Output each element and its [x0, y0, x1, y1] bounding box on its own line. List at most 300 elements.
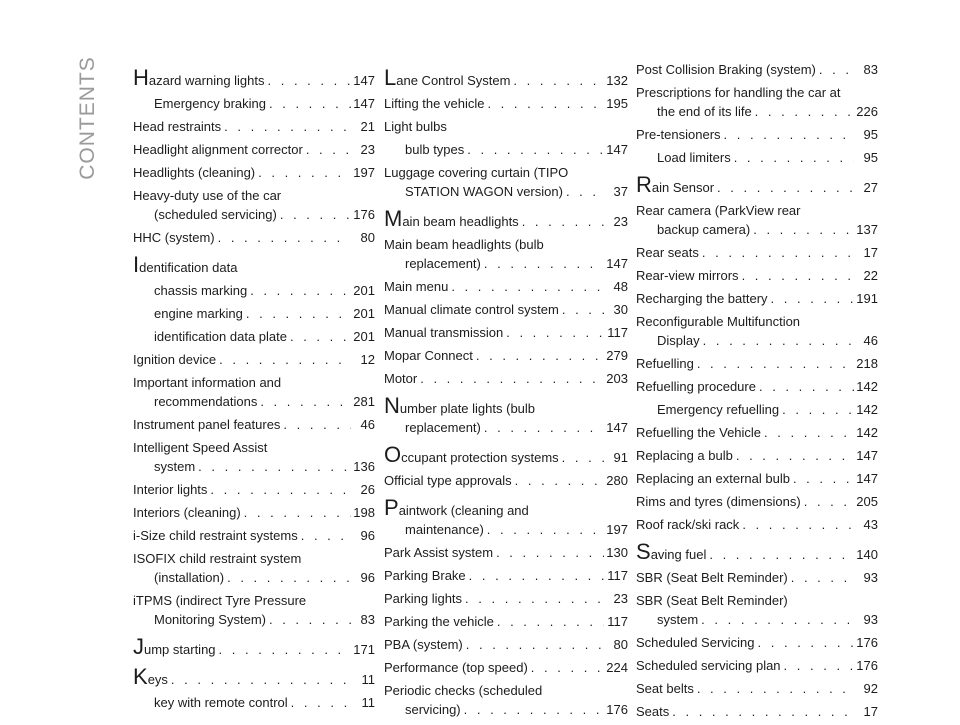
page-number[interactable]: 147	[606, 420, 628, 435]
leader-dots	[566, 182, 604, 201]
entry-text-rest: ane Control System	[396, 73, 511, 88]
page-number[interactable]: 280	[606, 473, 628, 488]
leader-dots	[531, 658, 604, 677]
page-number[interactable]: 93	[863, 612, 878, 627]
page-number[interactable]: 197	[353, 165, 375, 180]
index-entry[interactable]	[636, 568, 878, 587]
index-entry[interactable]	[384, 442, 628, 467]
index-entry[interactable]	[384, 589, 628, 608]
index-entry[interactable]	[636, 312, 878, 350]
index-entry[interactable]	[133, 591, 375, 629]
page-number[interactable]: 83	[360, 612, 375, 627]
page-number[interactable]: 136	[353, 459, 375, 474]
entry-text: Instrument panel features	[133, 417, 281, 432]
index-entry[interactable]	[133, 163, 375, 182]
index-entry[interactable]	[133, 415, 375, 434]
page-number[interactable]: 92	[863, 681, 878, 696]
index-entry[interactable]	[133, 373, 375, 411]
page-number[interactable]: 197	[606, 522, 628, 537]
entry-text: Official type approvals	[384, 473, 512, 488]
entry-text-rest: aving fuel	[650, 547, 707, 562]
index-entry[interactable]	[384, 393, 628, 437]
index-entry[interactable]	[636, 377, 878, 396]
index-entry[interactable]	[133, 228, 375, 247]
page-number[interactable]: 205	[856, 494, 878, 509]
page-number[interactable]: 26	[360, 482, 375, 497]
section-initial: H	[133, 65, 149, 90]
entry-text: Reconfigurable Multifunction	[636, 314, 801, 329]
index-entry[interactable]	[636, 243, 878, 262]
entry-text: Load limiters	[657, 150, 731, 165]
page-number[interactable]: 11	[361, 672, 375, 687]
entry-text: engine marking	[154, 306, 243, 321]
page-number[interactable]: 176	[856, 658, 878, 673]
entry-text: Rear camera (ParkView rear	[636, 203, 801, 218]
page-number[interactable]: 23	[613, 214, 628, 229]
page-number[interactable]: 95	[863, 150, 878, 165]
leader-dots	[764, 423, 854, 442]
entry-text: Interior lights	[133, 482, 208, 497]
leader-dots	[487, 520, 604, 539]
index-entry[interactable]	[133, 117, 375, 136]
index-column-2	[384, 60, 628, 723]
page-number[interactable]: 17	[863, 704, 878, 719]
leader-dots	[742, 266, 854, 285]
index-entry[interactable]	[133, 438, 375, 476]
index-entry[interactable]	[384, 163, 628, 201]
entry-text: backup camera)	[657, 222, 751, 237]
entry-text: Emergency refuelling	[657, 402, 780, 417]
index-entry[interactable]	[133, 480, 375, 499]
leader-dots	[466, 635, 604, 654]
entry-text: Main beam headlights (bulb	[384, 237, 544, 252]
index-entry[interactable]	[384, 369, 628, 388]
entry-text: Recharging the battery	[636, 291, 768, 306]
page-number[interactable]: 226	[856, 104, 878, 119]
entry-text: Parking Brake	[384, 568, 466, 583]
page-number[interactable]: 96	[360, 570, 375, 585]
leader-dots	[562, 448, 604, 467]
page-number[interactable]: 95	[863, 127, 878, 142]
page-number[interactable]: 27	[863, 180, 878, 195]
leader-dots	[513, 71, 604, 90]
page-number[interactable]: 224	[606, 660, 628, 675]
index-entry[interactable]	[133, 140, 375, 159]
leader-dots	[791, 568, 854, 587]
entry-text: Headlights (cleaning)	[133, 165, 256, 180]
entry-text: Roof rack/ski rack	[636, 517, 740, 532]
entry-text: Intelligent Speed Assist	[133, 440, 268, 455]
index-entry[interactable]	[133, 252, 375, 277]
section-initial: L	[384, 65, 397, 90]
entry-text: Refuelling procedure	[636, 379, 756, 394]
page-number[interactable]: 132	[606, 73, 628, 88]
index-entry[interactable]	[133, 327, 375, 346]
index-entry[interactable]	[636, 148, 878, 167]
index-entry[interactable]	[636, 172, 878, 197]
index-entry[interactable]	[636, 289, 878, 308]
leader-dots	[522, 212, 604, 231]
index-entry[interactable]	[636, 423, 878, 442]
page-number[interactable]: 11	[361, 695, 375, 710]
leader-dots	[758, 633, 854, 652]
entry-text: maintenance)	[405, 522, 484, 537]
index-entry[interactable]	[636, 354, 878, 373]
index-entry[interactable]	[384, 543, 628, 562]
section-initial: M	[384, 206, 403, 231]
leader-dots	[290, 327, 351, 346]
page-number[interactable]: 46	[863, 333, 878, 348]
index-entry[interactable]	[636, 591, 878, 629]
page-number[interactable]: 147	[856, 448, 878, 463]
index-entry[interactable]	[384, 471, 628, 490]
entry-text-rest: ump starting	[144, 642, 216, 657]
page-number[interactable]: 201	[353, 283, 375, 298]
entry-text	[133, 252, 238, 277]
entry-text: Main menu	[384, 279, 449, 294]
entry-text: Ignition device	[133, 352, 217, 367]
entry-text: Manual climate control system	[384, 302, 559, 317]
page-number[interactable]: 30	[613, 302, 628, 317]
index-entry[interactable]	[133, 304, 375, 323]
index-entry[interactable]	[384, 300, 628, 319]
page-number[interactable]: 140	[856, 547, 878, 562]
entry-text: key with remote control	[154, 695, 288, 710]
leader-dots	[269, 94, 351, 113]
index-entry[interactable]	[636, 656, 878, 675]
index-entry[interactable]	[636, 201, 878, 239]
index-entry[interactable]	[384, 65, 628, 90]
entry-text: Seat belts	[636, 681, 694, 696]
leader-dots	[219, 350, 351, 369]
index-entry[interactable]	[636, 266, 878, 285]
entry-text: recommendations	[154, 394, 258, 409]
index-entry[interactable]	[133, 65, 375, 90]
entry-text	[636, 539, 707, 564]
entry-text: Lifting the vehicle	[384, 96, 485, 111]
leader-dots	[280, 205, 351, 224]
index-entry[interactable]	[636, 515, 878, 534]
leader-dots	[496, 543, 604, 562]
entry-text: Seats	[636, 704, 670, 719]
page-number[interactable]: 91	[613, 450, 628, 465]
page-number[interactable]: 147	[353, 96, 375, 111]
index-entry[interactable]	[133, 281, 375, 300]
leader-dots	[210, 480, 351, 499]
page-number[interactable]: 195	[606, 96, 628, 111]
page-number[interactable]: 147	[606, 142, 628, 157]
entry-text: Post Collision Braking (system)	[636, 62, 816, 77]
leader-dots	[487, 94, 604, 113]
leader-dots	[724, 125, 854, 144]
contents-heading: CONTENTS	[76, 56, 99, 180]
leader-dots	[484, 418, 604, 437]
page-number[interactable]: 21	[360, 119, 375, 134]
index-entry[interactable]	[384, 140, 628, 159]
page-number[interactable]: 130	[606, 545, 628, 560]
leader-dots	[244, 503, 351, 522]
leader-dots	[759, 377, 854, 396]
page-number[interactable]: 147	[606, 256, 628, 271]
entry-text	[384, 65, 511, 90]
leader-dots	[219, 640, 351, 659]
page-number[interactable]: 22	[863, 268, 878, 283]
entry-text: system	[154, 459, 196, 474]
section-initial: O	[384, 442, 402, 467]
entry-text: Heavy-duty use of the car	[133, 188, 282, 203]
entry-text-rest: ccupant protection systems	[401, 450, 559, 465]
leader-dots	[467, 140, 604, 159]
section-initial: K	[133, 664, 148, 689]
index-entry[interactable]	[133, 186, 375, 224]
page-number[interactable]: 96	[360, 528, 375, 543]
leader-dots	[793, 469, 854, 488]
index-entry[interactable]	[133, 94, 375, 113]
entry-text: bulb types	[405, 142, 465, 157]
index-entry[interactable]	[384, 612, 628, 631]
page-number[interactable]: 43	[863, 517, 878, 532]
leader-dots	[506, 323, 604, 342]
page-number[interactable]: 147	[856, 471, 878, 486]
page-number[interactable]: 201	[353, 306, 375, 321]
page-number[interactable]: 191	[856, 291, 878, 306]
page-number[interactable]: 83	[863, 62, 878, 77]
entry-text: i-Size child restraint systems	[133, 528, 298, 543]
index-entry[interactable]	[636, 469, 878, 488]
section-initial: J	[133, 634, 144, 659]
index-entry[interactable]	[133, 664, 375, 689]
entry-text: Park Assist system	[384, 545, 494, 560]
entry-text: Emergency braking	[154, 96, 266, 111]
entry-text	[384, 393, 536, 418]
leader-dots	[784, 656, 854, 675]
page-number[interactable]: 23	[613, 591, 628, 606]
index-entry[interactable]	[636, 60, 878, 79]
index-entry[interactable]	[384, 346, 628, 365]
page-number[interactable]: 142	[856, 425, 878, 440]
entry-text: the end of its life	[657, 104, 752, 119]
page-number[interactable]: 93	[863, 570, 878, 585]
page-number[interactable]: 279	[606, 348, 628, 363]
section-initial: R	[636, 172, 652, 197]
index-entry[interactable]	[133, 350, 375, 369]
page-number[interactable]: 37	[613, 184, 628, 199]
index-entry[interactable]	[384, 323, 628, 342]
page-number[interactable]: 176	[606, 702, 628, 717]
page-number[interactable]: 203	[606, 371, 628, 386]
leader-dots	[269, 610, 351, 629]
index-entry[interactable]	[636, 83, 878, 121]
index-column-1	[133, 60, 375, 716]
page-number[interactable]: 142	[856, 402, 878, 417]
entry-text: identification data plate	[154, 329, 287, 344]
entry-text: Important information and	[133, 375, 282, 390]
page-number[interactable]: 281	[353, 394, 375, 409]
leader-dots	[484, 254, 604, 273]
leader-dots	[804, 492, 854, 511]
entry-text: Rear-view mirrors	[636, 268, 739, 283]
page-number[interactable]: 218	[856, 356, 878, 371]
leader-dots	[703, 331, 854, 350]
index-entry[interactable]	[133, 526, 375, 545]
index-entry[interactable]	[636, 400, 878, 419]
section-initial: S	[636, 539, 651, 564]
entry-text	[384, 495, 529, 520]
leader-dots	[702, 243, 854, 262]
leader-dots	[227, 568, 351, 587]
entry-text: Prescriptions for handling the car at	[636, 85, 841, 100]
entry-text: Mopar Connect	[384, 348, 473, 363]
leader-dots	[420, 369, 604, 388]
entry-text: Interiors (cleaning)	[133, 505, 241, 520]
leader-dots	[250, 281, 351, 300]
page-number[interactable]: 46	[360, 417, 375, 432]
sidebar-contents-label	[68, 58, 108, 178]
index-entry[interactable]	[133, 634, 375, 659]
leader-dots	[291, 693, 351, 712]
entry-text: ISOFIX child restraint system	[133, 551, 302, 566]
page-number[interactable]: 48	[613, 279, 628, 294]
page-number[interactable]: 117	[607, 568, 628, 583]
index-entry[interactable]	[384, 635, 628, 654]
entry-text: Performance (top speed)	[384, 660, 528, 675]
leader-dots	[469, 566, 604, 585]
leader-dots	[709, 545, 854, 564]
entry-text: Display	[657, 333, 700, 348]
index-entry[interactable]	[636, 702, 878, 721]
entry-text-rest: eys	[147, 672, 168, 687]
leader-dots	[218, 228, 351, 247]
entry-text: PBA (system)	[384, 637, 463, 652]
index-entry[interactable]	[133, 503, 375, 522]
index-entry[interactable]	[636, 539, 878, 564]
entry-text-rest: ain Sensor	[651, 180, 715, 195]
page-number[interactable]: 117	[607, 614, 628, 629]
leader-dots	[465, 589, 604, 608]
entry-text: Replacing a bulb	[636, 448, 733, 463]
page-number[interactable]: 80	[360, 230, 375, 245]
entry-text: (installation)	[154, 570, 225, 585]
page-number[interactable]: 17	[863, 245, 878, 260]
index-entry[interactable]	[384, 235, 628, 273]
index-entry[interactable]	[636, 446, 878, 465]
entry-text	[133, 65, 265, 90]
page-number[interactable]: 201	[353, 329, 375, 344]
index-entry[interactable]	[384, 658, 628, 677]
entry-text: replacement)	[405, 420, 481, 435]
index-entry[interactable]	[384, 94, 628, 113]
entry-text: Periodic checks (scheduled	[384, 683, 543, 698]
leader-dots	[753, 220, 854, 239]
leader-dots	[260, 392, 351, 411]
index-entry[interactable]	[384, 495, 628, 539]
leader-dots	[819, 60, 854, 79]
leader-dots	[171, 670, 351, 689]
leader-dots	[742, 515, 854, 534]
page-number[interactable]: 171	[353, 642, 375, 657]
entry-text: Replacing an external bulb	[636, 471, 790, 486]
index-entry[interactable]	[384, 206, 628, 231]
leader-dots	[755, 102, 854, 121]
page-number[interactable]: 137	[856, 222, 878, 237]
leader-dots	[451, 277, 604, 296]
entry-text: Rear seats	[636, 245, 699, 260]
entry-text	[133, 664, 168, 689]
entry-text: SBR (Seat Belt Reminder)	[636, 570, 788, 585]
entry-text-rest: umber plate lights (bulb	[399, 401, 536, 416]
leader-dots	[224, 117, 351, 136]
entry-text	[636, 172, 715, 197]
entry-text-rest: aintwork (cleaning and	[398, 503, 529, 518]
entry-text: Parking the vehicle	[384, 614, 494, 629]
index-entry[interactable]	[636, 679, 878, 698]
index-entry[interactable]	[384, 277, 628, 296]
index-entry[interactable]	[133, 693, 375, 712]
entry-text: Light bulbs	[384, 119, 447, 134]
index-entry[interactable]	[384, 681, 628, 719]
leader-dots	[497, 612, 604, 631]
leader-dots	[515, 471, 604, 490]
entry-text: servicing)	[405, 702, 461, 717]
index-entry[interactable]	[636, 125, 878, 144]
page-number[interactable]: 176	[856, 635, 878, 650]
entry-text: Refuelling the Vehicle	[636, 425, 762, 440]
entry-text-rest: dentification data	[139, 260, 238, 275]
page-number[interactable]: 176	[353, 207, 375, 222]
leader-dots	[283, 415, 351, 434]
index-entry[interactable]	[384, 117, 628, 136]
entry-text: STATION WAGON version)	[405, 184, 563, 199]
leader-dots	[697, 354, 854, 373]
entry-text: SBR (Seat Belt Reminder)	[636, 593, 788, 608]
index-entry[interactable]	[636, 492, 878, 511]
leader-dots	[736, 446, 854, 465]
index-entry[interactable]	[384, 566, 628, 585]
entry-text: Motor	[384, 371, 418, 386]
leader-dots	[301, 526, 351, 545]
entry-text: Manual transmission	[384, 325, 504, 340]
leader-dots	[697, 679, 854, 698]
leader-dots	[672, 702, 854, 721]
page-number[interactable]: 23	[360, 142, 375, 157]
entry-text: Parking lights	[384, 591, 463, 606]
entry-text: Refuelling	[636, 356, 694, 371]
entry-text: Scheduled servicing plan	[636, 658, 781, 673]
entry-text: Scheduled Servicing	[636, 635, 755, 650]
entry-text: HHC (system)	[133, 230, 215, 245]
page-number[interactable]: 12	[360, 352, 375, 367]
leader-dots	[464, 700, 604, 719]
leader-dots	[734, 148, 854, 167]
index-entry[interactable]	[636, 633, 878, 652]
leader-dots	[198, 457, 351, 476]
entry-text: Rims and tyres (dimensions)	[636, 494, 801, 509]
entry-text: Headlight alignment corrector	[133, 142, 303, 157]
entry-text: Pre-tensioners	[636, 127, 721, 142]
page-number[interactable]: 198	[353, 505, 375, 520]
page-number[interactable]: 147	[353, 73, 375, 88]
leader-dots	[717, 178, 854, 197]
index-entry[interactable]	[133, 549, 375, 587]
leader-dots	[246, 304, 351, 323]
entry-text: Monitoring System)	[154, 612, 266, 627]
entry-text: system	[657, 612, 699, 627]
page-number[interactable]: 117	[607, 325, 628, 340]
page-number[interactable]: 80	[613, 637, 628, 652]
entry-text: (scheduled servicing)	[154, 207, 277, 222]
leader-dots	[268, 71, 351, 90]
page-number[interactable]: 142	[856, 379, 878, 394]
